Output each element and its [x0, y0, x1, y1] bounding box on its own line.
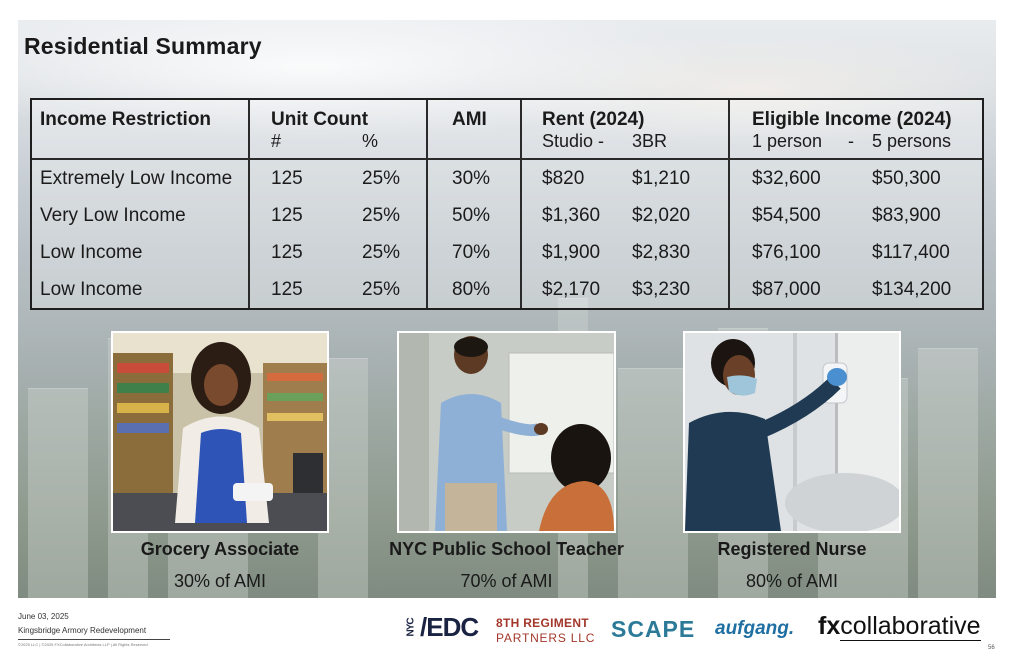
school-teacher-caption: NYC Public School Teacher	[389, 539, 624, 559]
footer-date: June 03, 2025	[18, 612, 69, 621]
row-3-rent-studio: $1,900	[542, 242, 601, 263]
row-2-percent: 25%	[362, 205, 401, 226]
nycedc-logo-main: /EDC	[420, 612, 479, 642]
row-3-income-5: $117,400	[872, 242, 950, 263]
scape-logo: SCAPE	[611, 616, 696, 642]
registered-nurse-ami: 80% of AMI	[745, 571, 839, 591]
fxcollaborative-logo-fx: fx	[818, 612, 841, 640]
footer-divider	[18, 639, 170, 640]
footer-project: Kingsbridge Armory Redevelopment	[18, 626, 147, 635]
row-1-rent-studio: $820	[542, 168, 585, 189]
page-title: Residential Summary	[24, 33, 262, 59]
row-2-rent-3br: $2,020	[632, 205, 691, 226]
row-4-label: Low Income	[40, 279, 143, 300]
grocery-associate-photo	[111, 331, 329, 533]
footer-copyright: ©2025 LLC | ©2025 FXCollaborative Architects LLP | All Rights Reserved	[18, 642, 148, 647]
row-3-rent-3br: $2,830	[632, 242, 691, 263]
page-number: 56	[988, 645, 995, 651]
row-4-percent: 25%	[362, 279, 401, 300]
fxcollaborative-logo	[818, 612, 981, 641]
header-rent-3br: 3BR	[632, 131, 668, 151]
registered-nurse-caption: Registered Nurse	[717, 539, 867, 559]
row-1-income-1: $32,600	[752, 168, 821, 189]
row-4-income-5: $134,200	[872, 279, 952, 300]
row-3-count: 125	[271, 242, 303, 263]
header-unit-count: Unit Count	[271, 109, 369, 130]
row-2-rent-studio: $1,360	[542, 205, 601, 226]
row-4-income-1: $87,000	[752, 279, 821, 300]
row-1-ami: 30%	[452, 168, 491, 189]
slide-background	[18, 20, 996, 598]
row-4-count: 125	[271, 279, 303, 300]
header-unit-count-number: #	[271, 131, 282, 151]
header-ami: AMI	[452, 109, 487, 130]
row-2-income-1: $54,500	[752, 205, 821, 226]
nycedc-logo-small: NYC	[405, 618, 417, 637]
row-1-rent-3br: $1,210	[632, 168, 691, 189]
grocery-associate-caption: Grocery Associate	[140, 539, 300, 559]
row-1-percent: 25%	[362, 168, 401, 189]
row-4-rent-studio: $2,170	[542, 279, 601, 300]
row-2-ami: 50%	[452, 205, 491, 226]
row-4-rent-3br: $3,230	[632, 279, 691, 300]
row-3-percent: 25%	[362, 242, 401, 263]
row-2-income-5: $83,900	[872, 205, 941, 226]
fxcollaborative-logo-rest: collaborative	[840, 612, 981, 640]
header-unit-count-percent: %	[362, 131, 379, 151]
school-teacher-photo	[397, 331, 616, 533]
row-4-ami: 80%	[452, 279, 491, 300]
residential-summary-table	[30, 98, 984, 310]
header-eligible-income: Eligible Income (2024)	[752, 109, 952, 130]
header-rent-studio: Studio -	[542, 131, 605, 151]
school-teacher-ami: 70% of AMI	[460, 571, 553, 591]
aufgang-logo: aufgang.	[715, 618, 795, 639]
row-3-label: Low Income	[40, 242, 143, 263]
row-1-label: Extremely Low Income	[40, 168, 233, 189]
registered-nurse-photo	[683, 331, 901, 533]
header-income-dash: -	[848, 131, 854, 151]
header-income-5-persons: 5 persons	[872, 131, 952, 151]
row-2-label: Very Low Income	[40, 205, 186, 226]
row-3-income-1: $76,100	[752, 242, 821, 263]
eighth-regiment-logo-line2: PARTNERS LLC	[496, 631, 596, 645]
row-3-ami: 70%	[452, 242, 491, 263]
header-rent: Rent (2024)	[542, 109, 645, 130]
header-income-1-person: 1 person	[752, 131, 823, 151]
grocery-associate-ami: 30% of AMI	[173, 571, 267, 591]
eighth-regiment-logo-line1: 8TH REGIMENT	[496, 616, 589, 630]
nycedc-logo	[404, 612, 478, 643]
header-income-restriction: Income Restriction	[40, 109, 212, 130]
row-1-income-5: $50,300	[872, 168, 941, 189]
eighth-regiment-logo	[496, 616, 595, 645]
row-2-count: 125	[271, 205, 303, 226]
row-1-count: 125	[271, 168, 303, 189]
